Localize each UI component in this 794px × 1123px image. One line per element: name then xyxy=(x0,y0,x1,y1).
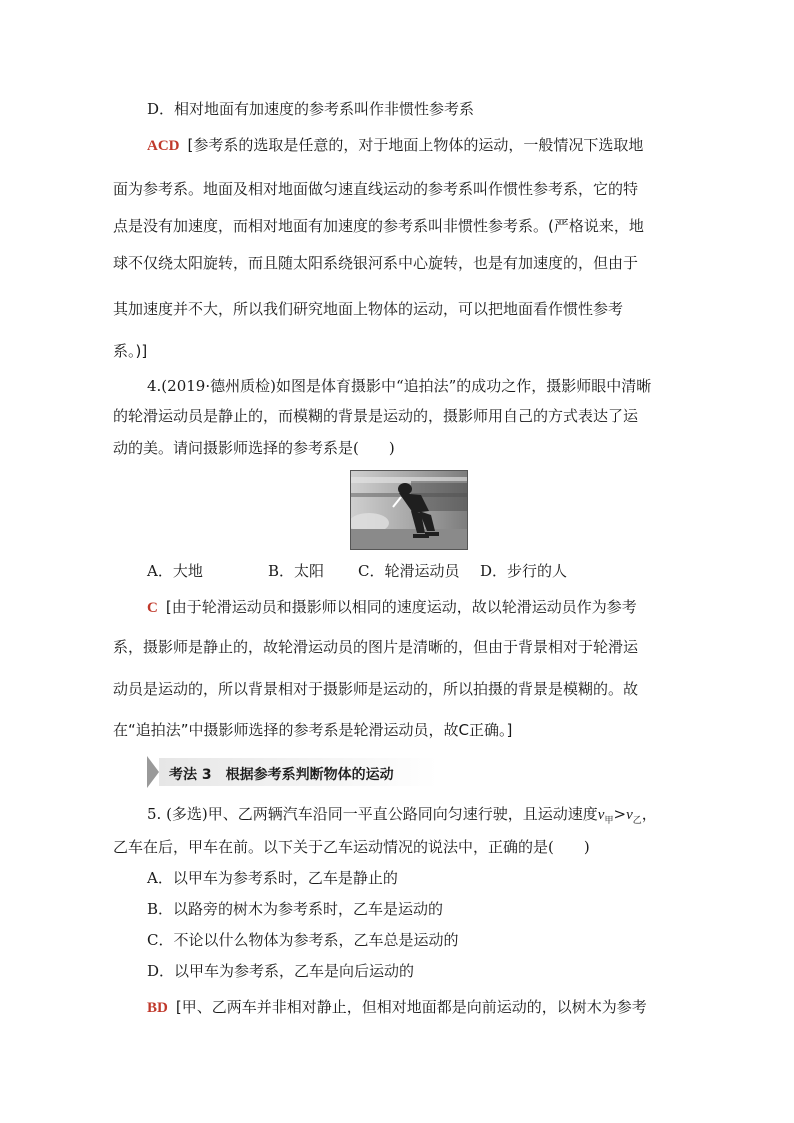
answer-text-line: [参考系的选取是任意的，对于地面上物体的运动，一般情况下选取地 xyxy=(187,136,644,154)
section-label xyxy=(169,764,394,784)
question-4-line: 动的美。请问摄影师选择的参考系是( ) xyxy=(113,439,395,457)
question-4-line: 4.(2019·德州质检)如图是体育摄影中“追拍法”的成功之作，摄影师眼中清晰 xyxy=(147,377,652,395)
option-a: A．以甲车为参考系时，乙车是静止的 xyxy=(147,869,398,887)
skater-photo xyxy=(350,470,468,550)
question-5-line xyxy=(147,803,657,826)
greater-than-sign: > xyxy=(613,805,627,823)
answer-paragraph xyxy=(147,996,647,1017)
option-d: D．以甲车为参考系，乙车是向后运动的 xyxy=(147,962,415,980)
section-title: 根据参考系判断物体的运动 xyxy=(225,767,394,783)
subscript-yi: 乙 xyxy=(632,816,642,826)
answer-paragraph xyxy=(147,596,637,617)
option-c: C．轮滑运动员 xyxy=(358,562,460,580)
triangle-marker-icon xyxy=(147,756,159,788)
skater-illustration xyxy=(351,471,467,549)
question-4-line: 的轮滑运动员是静止的，而模糊的背景是运动的，摄影师用自己的方式表达了运 xyxy=(113,407,639,425)
section-number: 考法 3 xyxy=(169,767,212,783)
answer-text-line: 点是没有加速度，而相对地面有加速度的参考系叫非惯性参考系。(严格说来，地 xyxy=(113,217,644,235)
answer-key: C xyxy=(147,600,158,616)
answer-text-line: 球不仅绕太阳旋转，而且随太阳系绕银河系中心旋转，也是有加速度的，但由于 xyxy=(113,254,639,272)
answer-text-line: 面为参考系。地面及相对地面做匀速直线运动的参考系叫作惯性参考系，它的特 xyxy=(113,180,639,198)
velocity-symbol: v xyxy=(597,807,605,823)
option-a: A．大地 xyxy=(147,562,203,580)
option-d-text: D．相对地面有加速度的参考系叫作非惯性参考系 xyxy=(147,100,475,118)
answer-text-line: 动员是运动的，所以背景相对于摄影师是运动的，所以拍摄的背景是模糊的。故 xyxy=(113,680,639,698)
question-5-text: 5. (多选)甲、乙两辆汽车沿同一平直公路同向匀速行驶，且运动速度 xyxy=(147,805,598,823)
option-d: D．步行的人 xyxy=(480,562,568,580)
question-5-line: 乙车在后，甲车在前。以下关于乙车运动情况的说法中，正确的是( ) xyxy=(113,838,590,856)
option-b: B．太阳 xyxy=(268,562,325,580)
answer-text-line: [甲、乙两车并非相对静止，但相对地面都是向前运动的，以树木为参考 xyxy=(175,998,647,1016)
option-c: C．不论以什么物体为参考系，乙车总是运动的 xyxy=(147,931,459,949)
option-b: B．以路旁的树木为参考系时，乙车是运动的 xyxy=(147,900,444,918)
answer-text-line: 系，摄影师是静止的，故轮滑运动员的图片是清晰的，但由于背景相对于轮滑运 xyxy=(113,638,639,656)
answer-key: ACD xyxy=(147,138,180,154)
subscript-jia: 甲 xyxy=(604,816,614,826)
answer-text-line: [由于轮滑运动员和摄影师以相同的速度运动，故以轮滑运动员作为参考 xyxy=(165,598,637,616)
punctuation: ， xyxy=(641,805,657,823)
answer-text-line: 其加速度并不大，所以我们研究地面上物体的运动，可以把地面看作惯性参考 xyxy=(113,300,624,318)
answer-text-line: 系。)] xyxy=(113,342,148,360)
answer-text-line: 在“追拍法”中摄影师选择的参考系是轮滑运动员，故C正确。] xyxy=(113,721,513,739)
answer-key: BD xyxy=(147,1000,168,1016)
answer-paragraph xyxy=(147,134,643,155)
section-heading xyxy=(147,756,437,788)
velocity-symbol: v xyxy=(626,807,633,823)
